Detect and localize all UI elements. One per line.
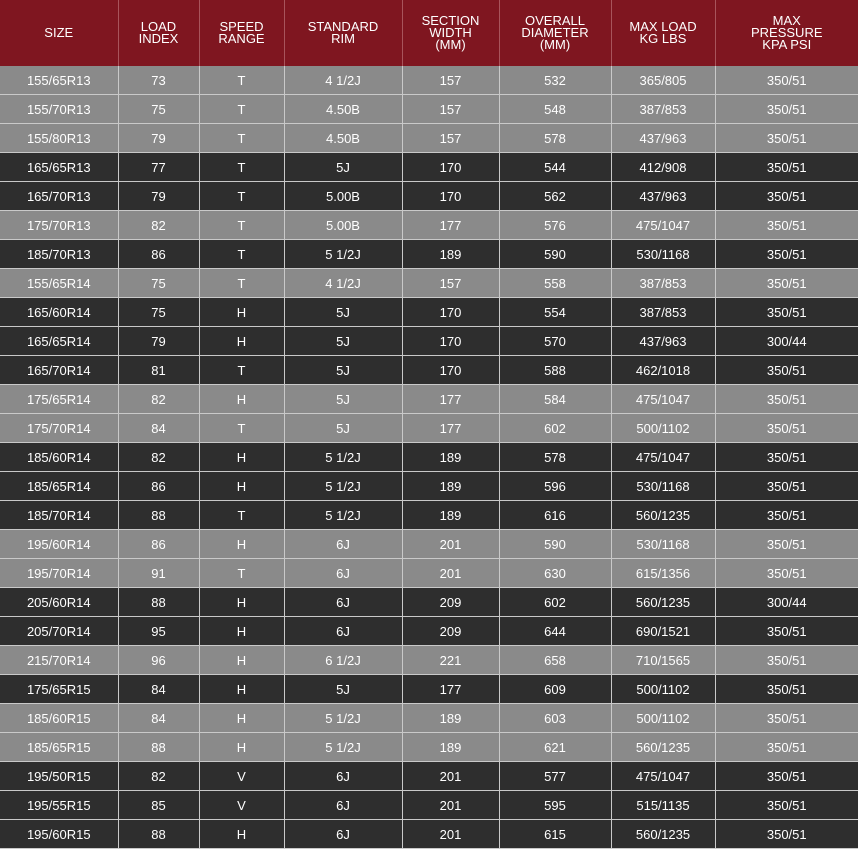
cell-speed-range: H	[199, 704, 284, 733]
cell-standard-rim: 4.50B	[284, 95, 402, 124]
cell-size: 215/70R14	[0, 646, 118, 675]
cell-load-index: 88	[118, 501, 199, 530]
cell-section-width: 189	[402, 472, 499, 501]
column-header-line: DIAMETER	[521, 25, 589, 40]
cell-load-index: 88	[118, 733, 199, 762]
cell-max-load: 530/1168	[611, 530, 715, 559]
table-row	[0, 124, 858, 153]
cell-size: 165/65R13	[0, 153, 118, 182]
cell-speed-range: H	[199, 472, 284, 501]
cell-load-index: 84	[118, 675, 199, 704]
cell-standard-rim: 5 1/2J	[284, 240, 402, 269]
cell-max-pressure: 350/51	[715, 385, 858, 414]
table-row	[0, 182, 858, 211]
cell-standard-rim: 4 1/2J	[284, 269, 402, 298]
cell-max-pressure: 350/51	[715, 443, 858, 472]
cell-size: 165/60R14	[0, 298, 118, 327]
cell-overall-diameter: 596	[499, 472, 611, 501]
cell-standard-rim: 5J	[284, 385, 402, 414]
table-row	[0, 704, 858, 733]
cell-size: 155/65R13	[0, 66, 118, 95]
table-row	[0, 240, 858, 269]
cell-max-load: 530/1168	[611, 472, 715, 501]
cell-section-width: 170	[402, 182, 499, 211]
cell-load-index: 88	[118, 820, 199, 849]
table-body	[0, 66, 858, 849]
cell-size: 185/65R14	[0, 472, 118, 501]
column-header-line: MAX	[772, 13, 801, 28]
cell-max-pressure: 350/51	[715, 530, 858, 559]
cell-section-width: 189	[402, 443, 499, 472]
cell-size: 195/50R15	[0, 762, 118, 791]
cell-speed-range: V	[199, 791, 284, 820]
table-row	[0, 66, 858, 95]
cell-load-index: 86	[118, 240, 199, 269]
cell-max-pressure: 350/51	[715, 298, 858, 327]
cell-overall-diameter: 577	[499, 762, 611, 791]
cell-standard-rim: 5 1/2J	[284, 472, 402, 501]
table-row	[0, 820, 858, 849]
cell-max-pressure: 350/51	[715, 211, 858, 240]
cell-standard-rim: 6J	[284, 588, 402, 617]
cell-overall-diameter: 603	[499, 704, 611, 733]
cell-max-load: 690/1521	[611, 617, 715, 646]
cell-overall-diameter: 595	[499, 791, 611, 820]
cell-standard-rim: 4 1/2J	[284, 66, 402, 95]
table-row	[0, 211, 858, 240]
column-header-line: SPEED	[219, 19, 264, 34]
cell-max-pressure: 350/51	[715, 501, 858, 530]
cell-speed-range: T	[199, 559, 284, 588]
column-header-line: RANGE	[218, 31, 265, 46]
cell-overall-diameter: 609	[499, 675, 611, 704]
cell-speed-range: H	[199, 385, 284, 414]
cell-overall-diameter: 616	[499, 501, 611, 530]
cell-section-width: 189	[402, 704, 499, 733]
cell-max-load: 475/1047	[611, 443, 715, 472]
cell-overall-diameter: 578	[499, 443, 611, 472]
cell-load-index: 88	[118, 588, 199, 617]
cell-load-index: 85	[118, 791, 199, 820]
cell-max-load: 515/1135	[611, 791, 715, 820]
cell-max-pressure: 350/51	[715, 675, 858, 704]
cell-size: 175/70R13	[0, 211, 118, 240]
cell-max-pressure: 350/51	[715, 414, 858, 443]
column-header-section-width	[402, 0, 499, 66]
column-header-line: SIZE	[44, 25, 74, 40]
cell-max-load: 475/1047	[611, 211, 715, 240]
cell-section-width: 201	[402, 559, 499, 588]
cell-speed-range: T	[199, 124, 284, 153]
table-row	[0, 298, 858, 327]
cell-max-pressure: 350/51	[715, 559, 858, 588]
table-row	[0, 762, 858, 791]
column-header-load-index	[118, 0, 199, 66]
cell-standard-rim: 5.00B	[284, 211, 402, 240]
cell-size: 185/65R15	[0, 733, 118, 762]
column-header-line: PRESSURE	[750, 25, 823, 40]
cell-overall-diameter: 602	[499, 414, 611, 443]
cell-max-load: 710/1565	[611, 646, 715, 675]
cell-section-width: 189	[402, 733, 499, 762]
cell-standard-rim: 5 1/2J	[284, 704, 402, 733]
cell-max-load: 560/1235	[611, 588, 715, 617]
cell-max-load: 387/853	[611, 269, 715, 298]
cell-load-index: 95	[118, 617, 199, 646]
cell-load-index: 82	[118, 211, 199, 240]
cell-overall-diameter: 576	[499, 211, 611, 240]
table-row	[0, 791, 858, 820]
table-row	[0, 646, 858, 675]
cell-max-pressure: 350/51	[715, 791, 858, 820]
cell-max-load: 500/1102	[611, 414, 715, 443]
cell-max-pressure: 350/51	[715, 153, 858, 182]
table-row	[0, 530, 858, 559]
cell-max-pressure: 350/51	[715, 182, 858, 211]
table-row	[0, 327, 858, 356]
cell-overall-diameter: 570	[499, 327, 611, 356]
cell-max-load: 462/1018	[611, 356, 715, 385]
cell-load-index: 96	[118, 646, 199, 675]
cell-standard-rim: 5 1/2J	[284, 501, 402, 530]
cell-speed-range: T	[199, 211, 284, 240]
cell-load-index: 81	[118, 356, 199, 385]
cell-load-index: 79	[118, 182, 199, 211]
cell-size: 165/70R13	[0, 182, 118, 211]
cell-speed-range: H	[199, 327, 284, 356]
table-row	[0, 356, 858, 385]
cell-speed-range: V	[199, 762, 284, 791]
table-row	[0, 675, 858, 704]
cell-max-pressure: 300/44	[715, 327, 858, 356]
cell-section-width: 157	[402, 269, 499, 298]
cell-overall-diameter: 602	[499, 588, 611, 617]
cell-speed-range: H	[199, 733, 284, 762]
cell-speed-range: T	[199, 95, 284, 124]
cell-section-width: 170	[402, 153, 499, 182]
table-row	[0, 385, 858, 414]
cell-load-index: 79	[118, 124, 199, 153]
cell-max-load: 387/853	[611, 298, 715, 327]
cell-speed-range: H	[199, 617, 284, 646]
column-header-line: RIM	[331, 31, 355, 46]
cell-overall-diameter: 630	[499, 559, 611, 588]
table-row	[0, 559, 858, 588]
column-header-size	[0, 0, 118, 66]
cell-load-index: 73	[118, 66, 199, 95]
column-header-overall-diameter	[499, 0, 611, 66]
cell-standard-rim: 6J	[284, 617, 402, 646]
cell-max-pressure: 350/51	[715, 646, 858, 675]
cell-max-pressure: 350/51	[715, 95, 858, 124]
cell-overall-diameter: 532	[499, 66, 611, 95]
column-header-speed-range	[199, 0, 284, 66]
cell-speed-range: T	[199, 269, 284, 298]
cell-max-load: 530/1168	[611, 240, 715, 269]
cell-size: 195/60R15	[0, 820, 118, 849]
cell-standard-rim: 5J	[284, 298, 402, 327]
column-header-line: SECTION	[421, 13, 480, 28]
cell-max-load: 475/1047	[611, 762, 715, 791]
cell-overall-diameter: 590	[499, 530, 611, 559]
cell-section-width: 170	[402, 327, 499, 356]
cell-load-index: 86	[118, 530, 199, 559]
header-row	[0, 0, 858, 66]
cell-speed-range: H	[199, 646, 284, 675]
cell-section-width: 170	[402, 356, 499, 385]
column-header-standard-rim	[284, 0, 402, 66]
cell-size: 195/55R15	[0, 791, 118, 820]
cell-max-load: 412/908	[611, 153, 715, 182]
cell-section-width: 157	[402, 95, 499, 124]
cell-size: 155/70R13	[0, 95, 118, 124]
table-row	[0, 472, 858, 501]
cell-load-index: 84	[118, 704, 199, 733]
cell-overall-diameter: 578	[499, 124, 611, 153]
cell-speed-range: H	[199, 588, 284, 617]
cell-size: 185/60R14	[0, 443, 118, 472]
cell-speed-range: H	[199, 530, 284, 559]
cell-section-width: 177	[402, 385, 499, 414]
cell-max-load: 560/1235	[611, 501, 715, 530]
cell-standard-rim: 6J	[284, 791, 402, 820]
cell-speed-range: H	[199, 675, 284, 704]
cell-speed-range: T	[199, 356, 284, 385]
cell-max-load: 615/1356	[611, 559, 715, 588]
cell-overall-diameter: 584	[499, 385, 611, 414]
cell-speed-range: T	[199, 501, 284, 530]
cell-standard-rim: 6J	[284, 530, 402, 559]
cell-load-index: 82	[118, 385, 199, 414]
column-header-line: KG LBS	[639, 31, 687, 46]
cell-overall-diameter: 621	[499, 733, 611, 762]
cell-load-index: 82	[118, 443, 199, 472]
cell-overall-diameter: 548	[499, 95, 611, 124]
cell-max-load: 437/963	[611, 182, 715, 211]
cell-size: 165/70R14	[0, 356, 118, 385]
table-row	[0, 414, 858, 443]
column-header-line: (MM)	[435, 37, 466, 52]
cell-standard-rim: 5.00B	[284, 182, 402, 211]
cell-max-load: 500/1102	[611, 675, 715, 704]
cell-max-pressure: 350/51	[715, 762, 858, 791]
cell-max-load: 560/1235	[611, 733, 715, 762]
cell-speed-range: T	[199, 153, 284, 182]
cell-section-width: 209	[402, 588, 499, 617]
cell-load-index: 75	[118, 298, 199, 327]
table-header	[0, 0, 858, 66]
cell-section-width: 177	[402, 414, 499, 443]
cell-overall-diameter: 615	[499, 820, 611, 849]
cell-load-index: 77	[118, 153, 199, 182]
column-header-line: OVERALL	[525, 13, 585, 28]
cell-section-width: 201	[402, 762, 499, 791]
cell-max-load: 387/853	[611, 95, 715, 124]
table-row	[0, 588, 858, 617]
cell-section-width: 177	[402, 211, 499, 240]
cell-section-width: 221	[402, 646, 499, 675]
cell-overall-diameter: 562	[499, 182, 611, 211]
cell-max-load: 437/963	[611, 124, 715, 153]
table-row	[0, 443, 858, 472]
cell-size: 185/70R13	[0, 240, 118, 269]
table-row	[0, 617, 858, 646]
cell-size: 195/70R14	[0, 559, 118, 588]
cell-speed-range: T	[199, 240, 284, 269]
cell-speed-range: H	[199, 820, 284, 849]
cell-max-load: 475/1047	[611, 385, 715, 414]
cell-standard-rim: 6J	[284, 559, 402, 588]
cell-size: 175/65R14	[0, 385, 118, 414]
cell-section-width: 189	[402, 501, 499, 530]
column-header-line: MAX LOAD	[629, 19, 697, 34]
cell-size: 195/60R14	[0, 530, 118, 559]
cell-standard-rim: 5 1/2J	[284, 443, 402, 472]
cell-overall-diameter: 644	[499, 617, 611, 646]
cell-speed-range: T	[199, 66, 284, 95]
cell-size: 175/65R15	[0, 675, 118, 704]
cell-overall-diameter: 590	[499, 240, 611, 269]
cell-size: 175/70R14	[0, 414, 118, 443]
cell-max-pressure: 350/51	[715, 356, 858, 385]
cell-load-index: 86	[118, 472, 199, 501]
cell-standard-rim: 5J	[284, 327, 402, 356]
cell-max-pressure: 350/51	[715, 472, 858, 501]
cell-max-load: 560/1235	[611, 820, 715, 849]
cell-load-index: 75	[118, 95, 199, 124]
cell-section-width: 157	[402, 124, 499, 153]
cell-standard-rim: 5J	[284, 675, 402, 704]
cell-speed-range: H	[199, 443, 284, 472]
cell-overall-diameter: 544	[499, 153, 611, 182]
cell-size: 165/65R14	[0, 327, 118, 356]
cell-overall-diameter: 554	[499, 298, 611, 327]
table-row	[0, 95, 858, 124]
cell-load-index: 82	[118, 762, 199, 791]
cell-section-width: 201	[402, 530, 499, 559]
column-header-max-pressure	[715, 0, 858, 66]
column-header-line: STANDARD	[307, 19, 379, 34]
cell-standard-rim: 5 1/2J	[284, 733, 402, 762]
cell-standard-rim: 5J	[284, 414, 402, 443]
cell-size: 185/60R15	[0, 704, 118, 733]
cell-section-width: 189	[402, 240, 499, 269]
cell-section-width: 201	[402, 820, 499, 849]
column-header-line: KPA PSI	[762, 37, 812, 52]
cell-standard-rim: 4.50B	[284, 124, 402, 153]
cell-load-index: 91	[118, 559, 199, 588]
cell-standard-rim: 5J	[284, 356, 402, 385]
cell-size: 185/70R14	[0, 501, 118, 530]
column-header-line: WIDTH	[429, 25, 472, 40]
cell-overall-diameter: 588	[499, 356, 611, 385]
cell-max-pressure: 350/51	[715, 820, 858, 849]
cell-max-load: 437/963	[611, 327, 715, 356]
cell-section-width: 157	[402, 66, 499, 95]
cell-max-pressure: 350/51	[715, 66, 858, 95]
cell-max-load: 365/805	[611, 66, 715, 95]
cell-size: 155/80R13	[0, 124, 118, 153]
cell-size: 155/65R14	[0, 269, 118, 298]
cell-section-width: 201	[402, 791, 499, 820]
column-header-max-load	[611, 0, 715, 66]
cell-max-load: 500/1102	[611, 704, 715, 733]
cell-overall-diameter: 658	[499, 646, 611, 675]
cell-speed-range: T	[199, 182, 284, 211]
cell-max-pressure: 350/51	[715, 704, 858, 733]
cell-overall-diameter: 558	[499, 269, 611, 298]
cell-standard-rim: 6J	[284, 762, 402, 791]
cell-load-index: 75	[118, 269, 199, 298]
cell-section-width: 177	[402, 675, 499, 704]
table-row	[0, 501, 858, 530]
cell-max-pressure: 350/51	[715, 240, 858, 269]
column-header-line: LOAD	[140, 19, 177, 34]
cell-speed-range: T	[199, 414, 284, 443]
table-row	[0, 153, 858, 182]
column-header-line: (MM)	[539, 37, 571, 52]
cell-size: 205/70R14	[0, 617, 118, 646]
cell-section-width: 170	[402, 298, 499, 327]
cell-load-index: 84	[118, 414, 199, 443]
cell-max-pressure: 350/51	[715, 617, 858, 646]
cell-max-pressure: 350/51	[715, 124, 858, 153]
cell-standard-rim: 5J	[284, 153, 402, 182]
table-row	[0, 269, 858, 298]
cell-size: 205/60R14	[0, 588, 118, 617]
table-row	[0, 733, 858, 762]
cell-max-pressure: 350/51	[715, 733, 858, 762]
cell-max-pressure: 300/44	[715, 588, 858, 617]
cell-load-index: 79	[118, 327, 199, 356]
cell-section-width: 209	[402, 617, 499, 646]
cell-max-pressure: 350/51	[715, 269, 858, 298]
column-header-line: INDEX	[138, 31, 179, 46]
cell-speed-range: H	[199, 298, 284, 327]
cell-standard-rim: 6J	[284, 820, 402, 849]
cell-standard-rim: 6 1/2J	[284, 646, 402, 675]
